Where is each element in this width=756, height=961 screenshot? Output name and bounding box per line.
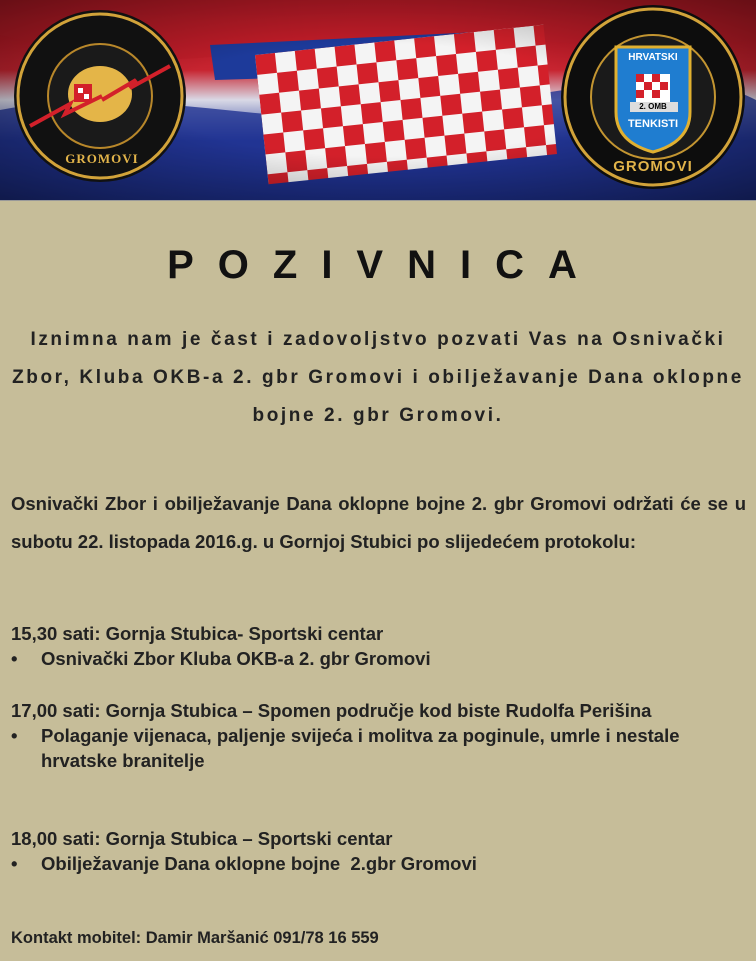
invitation-title: POZIVNICA (167, 243, 601, 287)
header-banner (0, 0, 756, 200)
schedule-item-3 (11, 826, 746, 876)
schedule-activity: Polaganje vijenaca, paljenje svijeća i molitva za poginule, umrle i nestale hrvatske branitelje (41, 725, 680, 771)
bullet-icon: • (11, 648, 18, 669)
schedule-item-1 (11, 621, 746, 671)
bullet-icon: • (11, 725, 18, 746)
schedule-time: 17,00 sati: Gornja Stubica – Spomen područje kod biste Rudolfa Perišina (11, 700, 652, 721)
schedule-activity: Obilježavanje Dana oklopne bojne 2.gbr Gromovi (41, 853, 477, 874)
intro-text: Iznimna nam je čast i zadovoljstvo pozvati Vas na Osnivački Zbor, Kluba OKB-a 2. gbr Gromovi i obilježavanje Dana oklopne bojne 2. gbr Gromovi. (12, 329, 744, 426)
contact-line: Kontakt mobitel: Damir Maršanić 091/78 16 559 (11, 929, 379, 947)
left-logo-caption: GROMOVI (65, 151, 139, 166)
schedule-time: 15,30 sati: Gornja Stubica- Sportski centar (11, 623, 384, 644)
schedule-time: 18,00 sati: Gornja Stubica – Sportski centar (11, 828, 393, 849)
shield-top-text: HRVATSKI (628, 52, 678, 63)
invitation-body (0, 200, 756, 961)
schedule-item-2 (11, 698, 746, 773)
event-paragraph: Osnivački Zbor i obilježavanje Dana oklopne bojne 2. gbr Gromovi održati će se u subotu 22. listopada 2016.g. u Gornjoj Stubici po slijedećem protokolu: (11, 493, 746, 552)
shield-bottom-text: TENKISTI (627, 118, 679, 130)
right-logo-caption: GROMOVI (613, 158, 693, 175)
bullet-icon: • (11, 853, 18, 874)
shield-unit-text: 2. OMB (639, 102, 667, 111)
schedule-activity: Osnivački Zbor Kluba OKB-a 2. gbr Gromovi (41, 648, 431, 669)
